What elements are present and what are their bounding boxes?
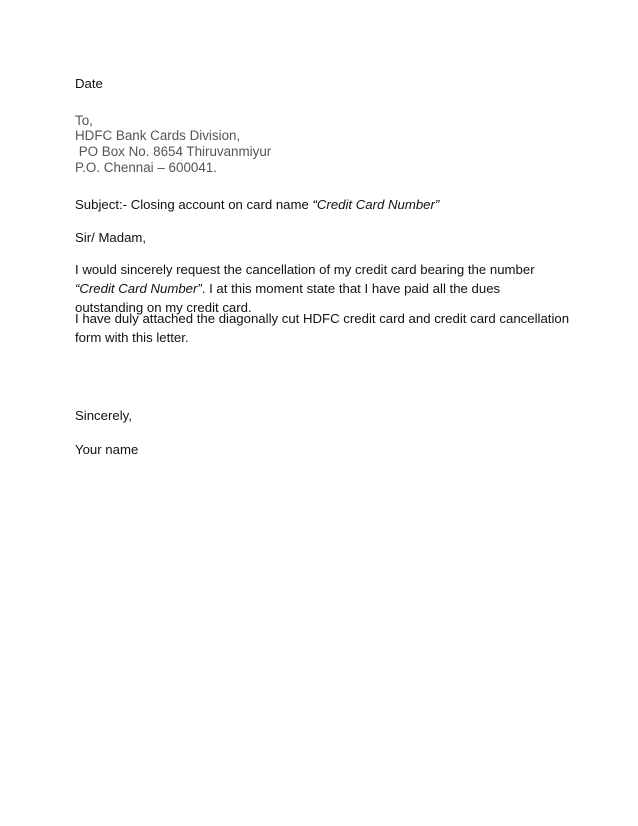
address-line-2: PO Box No. 8654 Thiruvanmiyur	[75, 144, 272, 159]
subject-card-number: “Credit Card Number”	[312, 197, 440, 212]
address-line-3: P.O. Chennai – 600041.	[75, 160, 217, 175]
signature-line: Your name	[75, 442, 139, 457]
para1-card-number: “Credit Card Number”	[75, 281, 202, 296]
address-line-1: HDFC Bank Cards Division,	[75, 128, 241, 143]
to-line: To,	[75, 113, 93, 128]
closing-line: Sincerely,	[75, 408, 132, 423]
subject-prefix: Subject:- Closing account on card name	[75, 197, 313, 212]
subject-line	[75, 195, 439, 214]
para1-text-a: I would sincerely request the cancellation of my credit card bearing the number	[75, 262, 535, 277]
paragraph-attachment: I have duly attached the diagonally cut HDFC credit card and credit card cancellation form with this letter.	[75, 311, 570, 345]
para1-text-b: . I at this moment state that I have paid all the dues outstanding on my credit card.	[75, 281, 501, 315]
salutation: Sir/ Madam,	[75, 230, 147, 245]
date-line: Date	[75, 76, 103, 91]
